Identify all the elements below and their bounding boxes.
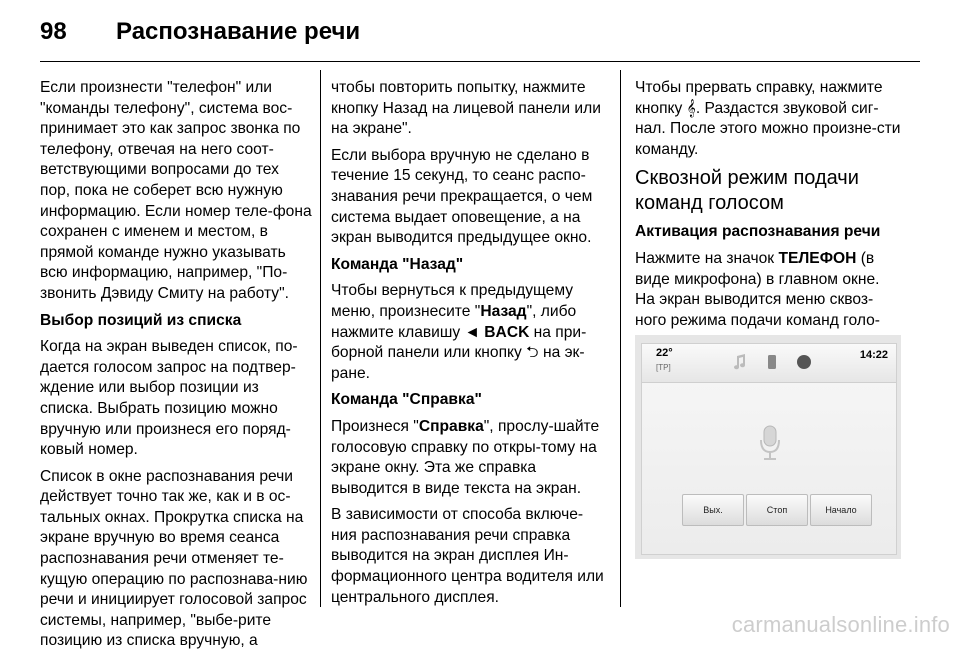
text: (в виде микрофона) в главном окне. На экран выводится меню сквоз-ного режима подачи команд голо- — [635, 249, 880, 329]
paragraph: Когда на экран выведен список, по-дается голосом запрос на подтвер-ждение или выбор позиции из списка. Выбрать позицию можно вручную или произнеся его поряд-ковый номер. — [40, 338, 298, 459]
column-divider — [320, 70, 321, 607]
text: Чтобы вернуться к предыдущему меню, произнесите " — [331, 282, 574, 320]
stop-button[interactable]: Стоп — [746, 494, 808, 526]
paragraph: Если выбора вручную не сделано в течение 15 секунд, то сеанс распо-знавания речи прекращается, о чем система выдает оповещение, а на экран выводится предыдущее окно. — [331, 146, 593, 247]
paragraph: чтобы повторить попытку, нажмите кнопку Назад на лицевой панели или на экране". — [331, 79, 601, 138]
header-rule — [40, 61, 920, 62]
column-divider — [620, 70, 621, 607]
column-1 — [40, 78, 312, 658]
start-button[interactable]: Начало — [810, 494, 872, 526]
subheading-back: Команда "Назад" — [331, 255, 464, 273]
text-bold: BACK — [484, 323, 530, 341]
text-bold: Справка — [418, 417, 484, 435]
page-title: Распознавание речи — [116, 18, 361, 45]
watermark: carmanualsonline.info — [731, 612, 950, 637]
music-icon — [730, 352, 750, 372]
paragraph-help — [331, 417, 604, 499]
paragraph: Чтобы прервать справку, нажмите кнопку 𝄞. Раздастся звуковой сиг-нал. После этого можно произне-сти команду. — [635, 79, 901, 158]
subheading-activate: Активация распознавания речи — [635, 223, 881, 241]
page-header — [40, 18, 360, 48]
page-number: 98 — [40, 18, 67, 45]
paragraph: В зависимости от способа включе-ния распознавания речи справка выводится на экран дисплея Ин-формационного центра водителя или центрального дисплея. — [331, 506, 604, 606]
paragraph: Список в окне распознавания речи действует точно так же, как и в ос-тальных окнах. Прокрутка списка на экране вручную во время сеанса распознавания речи отменяет те-кущую операцию по распознава-нию речи и инициирует голосовой запрос системы, например, "выбе-рите позицию из списка вручную, а — [40, 467, 308, 650]
paragraph-back — [331, 281, 604, 384]
screen-display — [641, 343, 897, 555]
text: на при-борной панели или кнопку ⮌ на эк-ране. — [331, 323, 587, 382]
text: ", либо нажмите клавишу ◄ — [331, 302, 577, 341]
subheading-help: Команда "Справка" — [331, 391, 482, 409]
clock: 14:22 — [859, 349, 888, 361]
text: Произнеся " — [331, 417, 419, 435]
phone-icon — [762, 352, 782, 372]
text-bold: ТЕЛЕФОН — [778, 249, 857, 267]
text: Нажмите на значок — [635, 249, 779, 267]
column-2 — [331, 78, 604, 614]
text-bold: Назад — [480, 302, 527, 320]
column-3 — [635, 78, 903, 358]
text: ", прослу-шайте голосовую справку по откры-тому на экране окну. Эта же справка выводится в виде текста на экран. — [331, 417, 600, 497]
record-icon — [794, 352, 814, 372]
microphone-icon — [759, 424, 781, 462]
display-screenshot — [635, 335, 901, 559]
paragraph: Если произнести "телефон" или "команды телефону", система вос-принимает это как запрос звонка по телефону, отвечая на него соот-ветствующими вопросами до тех пор, пока не соберет всю нужную информацию. Если номер теле-фона сохранен с именем и местом, в прямой команде нужно указывать всю информацию, например, "По-звонить Дэвиду Смиту на работу". — [40, 79, 312, 302]
subheading-select: Выбор позиций из списка — [40, 311, 242, 329]
temperature: 22° — [656, 347, 673, 359]
section-heading: Сквозной режим подачи команд голосом — [635, 167, 859, 215]
status-bar — [642, 344, 896, 383]
voice-button-bar — [682, 494, 872, 526]
tp-indicator: [TP] — [656, 363, 671, 372]
exit-button[interactable]: Вых. — [682, 494, 744, 526]
